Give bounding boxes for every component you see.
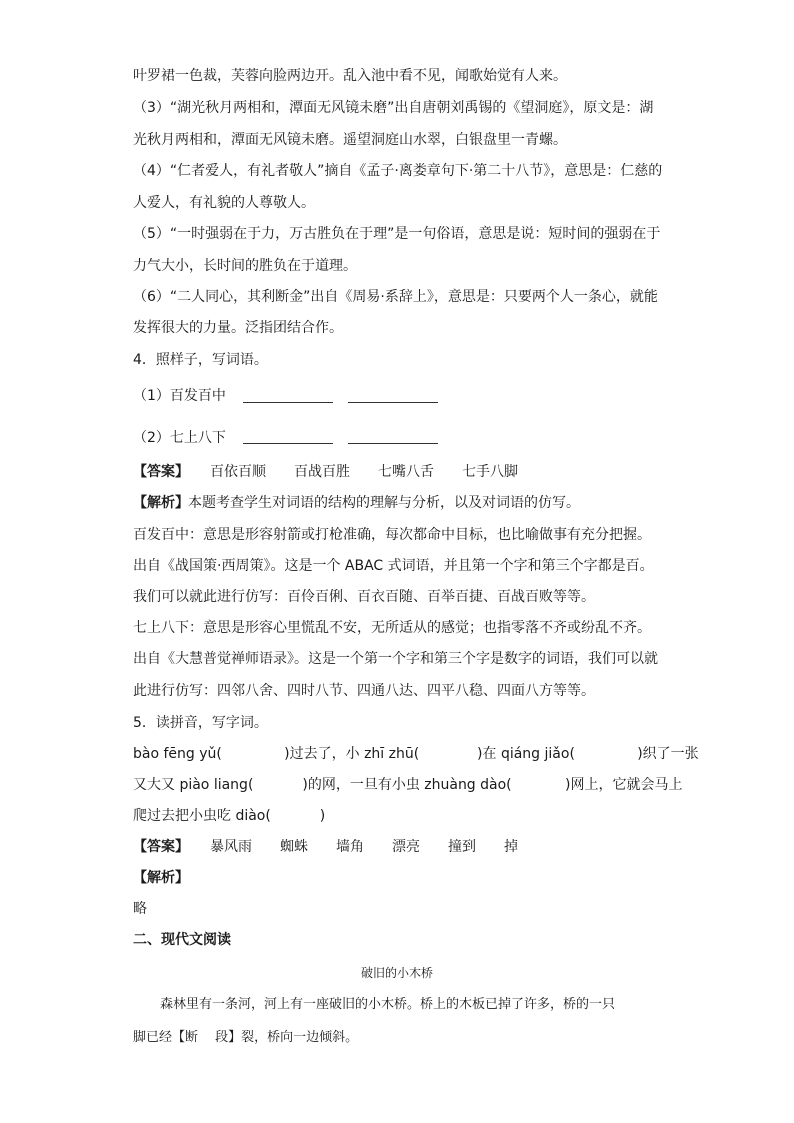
story-title: 破旧的小木桥 bbox=[360, 966, 433, 980]
answer-blank[interactable] bbox=[243, 402, 333, 403]
question-5-heading: 5．读拼音，写字词。 bbox=[133, 715, 268, 731]
question-4-analysis: 本题考查学生对词语的结构的理解与分析，以及对词语的仿写。 bbox=[188, 495, 580, 511]
text-line: 出自《大慧普觉禅师语录》。这是一个第一个字和第三个字是数字的词语，我们可以就 bbox=[133, 651, 658, 667]
answer-blank[interactable] bbox=[348, 402, 438, 403]
text-line: 人爱人，有礼貌的人尊敬人。 bbox=[133, 195, 315, 211]
text-line: 力气大小，长时间的胜负在于道理。 bbox=[133, 258, 357, 274]
section-heading: 二、现代文阅读 bbox=[133, 932, 231, 948]
question-4-item-1: （1）百发百中 bbox=[133, 388, 226, 404]
analysis-label: 【解析】 bbox=[133, 870, 189, 886]
story-paragraph: 脚已经【断 段】裂，桥向一边倾斜。 bbox=[133, 1030, 359, 1045]
answer-label: 【答案】 bbox=[133, 839, 189, 855]
pinyin-line: 又大又 piào liang( )的网，一旦有小虫 zhuàng dào( )网上，它就会马上 bbox=[133, 777, 683, 793]
question-4-heading: 4．照样子，写词语。 bbox=[133, 352, 268, 368]
text-line: 发挥很大的力量。泛指团结合作。 bbox=[133, 320, 343, 336]
text-line: （5）“一时强弱在于力，万古胜负在于理”是一句俗语，意思是说：短时间的强弱在于 bbox=[133, 226, 661, 242]
question-4-item-2: （2）七上八下 bbox=[133, 430, 226, 446]
text-line: 此进行仿写：四邻八舍、四时八节、四通八达、四平八稳、四面八方等等。 bbox=[133, 683, 595, 699]
text-line: 七上八下：意思是形容心里慌乱不安，无所适从的感觉；也指零落不齐或纷乱不齐。 bbox=[133, 620, 651, 636]
text-line: 百发百中：意思是形容射箭或打枪准确，每次都命中目标，也比喻做事有充分把握。 bbox=[133, 527, 651, 543]
text-line: （4）“仁者爱人，有礼者敬人”摘自《孟子·离娄章句下·第二十八节》，意思是：仁慈的 bbox=[133, 163, 663, 179]
text-line: （6）“二人同心，其利断金”出自《周易·系辞上》，意思是：只要两个人一条心，就能 bbox=[133, 289, 658, 305]
story-paragraph: 森林里有一条河，河上有一座破旧的小木桥。桥上的木板已掉了许多，桥的一只 bbox=[160, 997, 616, 1012]
text-line: 出自《战国策·西周策》。这是一个 ABAC 式词语，并且第一个字和第三个字都是百。 bbox=[133, 558, 654, 574]
text-line: 光秋月两相和，潭面无风镜未磨。遥望洞庭山水翠，白银盘里一青螺。 bbox=[133, 132, 567, 148]
answer-blank[interactable] bbox=[243, 443, 333, 444]
text-line: 叶罗裙一色裁，芙蓉向脸两边开。乱入池中看不见，闻歌始觉有人来。 bbox=[133, 68, 567, 84]
answer-label: 【答案】 bbox=[133, 464, 189, 480]
question-5-answer: 暴风雨 蜘蛛 墙角 漂亮 撞到 掉 bbox=[210, 839, 518, 855]
pinyin-line: bào fēng yǔ( )过去了，小 zhī zhū( )在 qiáng jiǎo( )织了一张 bbox=[133, 746, 699, 762]
text-line: （3）“湖光秋月两相和，潭面无风镜未磨”出自唐朝刘禹锡的《望洞庭》，原文是：湖 bbox=[133, 100, 654, 116]
question-5-analysis: 略 bbox=[133, 901, 147, 917]
question-4-answer: 百依百顺 百战百胜 七嘴八舌 七手八脚 bbox=[210, 464, 518, 480]
pinyin-line: 爬过去把小虫吃 diào( ) bbox=[133, 808, 326, 824]
analysis-label: 【解析】 bbox=[133, 495, 189, 511]
text-line: 我们可以就此进行仿写：百伶百俐、百衣百随、百举百捷、百战百败等等。 bbox=[133, 589, 595, 605]
answer-blank[interactable] bbox=[348, 443, 438, 444]
